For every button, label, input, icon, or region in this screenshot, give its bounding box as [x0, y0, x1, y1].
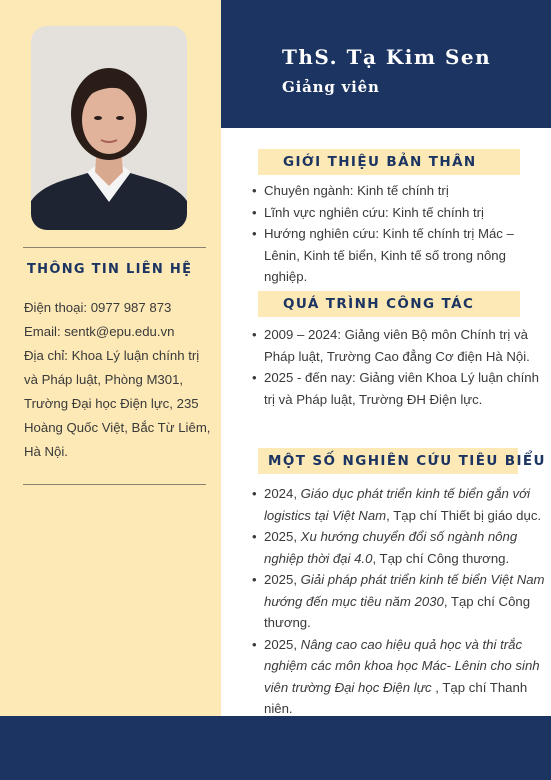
contact-address-line: Địa chỉ: Khoa Lý luận chính trị	[24, 348, 200, 363]
contact-address-line: Hoàng Quốc Việt, Bắc Từ Liêm,	[24, 420, 211, 435]
profile-photo	[31, 26, 187, 230]
research-journal: , Tạp chí Thanh niên.	[264, 679, 528, 716]
research-year: 2025,	[264, 529, 301, 544]
divider-bottom	[23, 484, 206, 485]
list-item	[249, 569, 549, 634]
footer-band	[0, 716, 551, 780]
research-list	[249, 483, 549, 720]
career-list	[249, 324, 549, 410]
list-item: • Chuyên ngành: Kinh tế chính trị	[249, 180, 549, 202]
contact-address-line: Hà Nội.	[24, 444, 68, 459]
research-journal: , Tạp chí Công thương.	[372, 550, 510, 566]
career-section-title: QUÁ TRÌNH CÔNG TÁC	[258, 291, 520, 317]
intro-list	[249, 180, 549, 288]
research-section-title: MỘT SỐ NGHIÊN CỨU TIÊU BIỂU	[258, 448, 518, 474]
divider-top	[23, 247, 206, 248]
list-item	[249, 483, 549, 526]
contact-title: THÔNG TIN LIÊN HỆ	[27, 262, 193, 277]
contact-email: Email: sentk@epu.edu.vn	[24, 324, 175, 339]
list-item: • 2025 - đến nay: Giảng viên Khoa Lý luận chính trị và Pháp luật, Trường ĐH Điện lực.	[249, 367, 549, 410]
research-journal: , Tạp chí Thiết bị giáo dục.	[386, 507, 542, 523]
list-item: • Lĩnh vực nghiên cứu: Kinh tế chính trị	[249, 202, 549, 224]
research-journal: , Tạp chí Công thương.	[264, 593, 531, 630]
person-name: ThS. Tạ Kim Sen	[282, 45, 492, 69]
list-item: • 2009 – 2024: Giảng viên Bộ môn Chính trị và Pháp luật, Trường Cao đẳng Cơ điện Hà Nội.	[249, 324, 549, 367]
list-item: • Hướng nghiên cứu: Kinh tế chính trị Mác – Lênin, Kinh tế biển, Kinh tế số trong nông nghiệp.	[249, 223, 549, 288]
research-title: Giáo dục phát triển kinh tế biển gắn với logistics tại Việt Nam	[264, 486, 531, 523]
list-item	[249, 526, 549, 569]
contact-address-line: và Pháp luật, Phòng M301,	[24, 372, 184, 387]
research-title: Nâng cao cao hiệu quả học và thi trắc nghiệm các môn khoa học Mác- Lênin cho sinh viên trường Đại học Điện lực	[264, 636, 540, 695]
contact-address-line: Trường Đại học Điện lực, 235	[24, 396, 199, 411]
contact-info	[24, 296, 216, 464]
research-title: Giải pháp phát triển kinh tế biển Việt Nam hướng đến mục tiêu năm 2030	[264, 572, 545, 609]
person-role: Giảng viên	[282, 78, 380, 96]
research-year: 2024,	[264, 486, 301, 501]
research-title: Xu hướng chuyển đổi số ngành nông nghiệp thời đại 4.0	[264, 529, 518, 566]
intro-section-title: GIỚI THIỆU BẢN THÂN	[258, 149, 520, 175]
contact-phone: Điện thoại: 0977 987 873	[24, 300, 172, 315]
research-year: 2025,	[264, 572, 301, 587]
research-year: 2025,	[264, 636, 301, 652]
list-item	[249, 634, 549, 720]
